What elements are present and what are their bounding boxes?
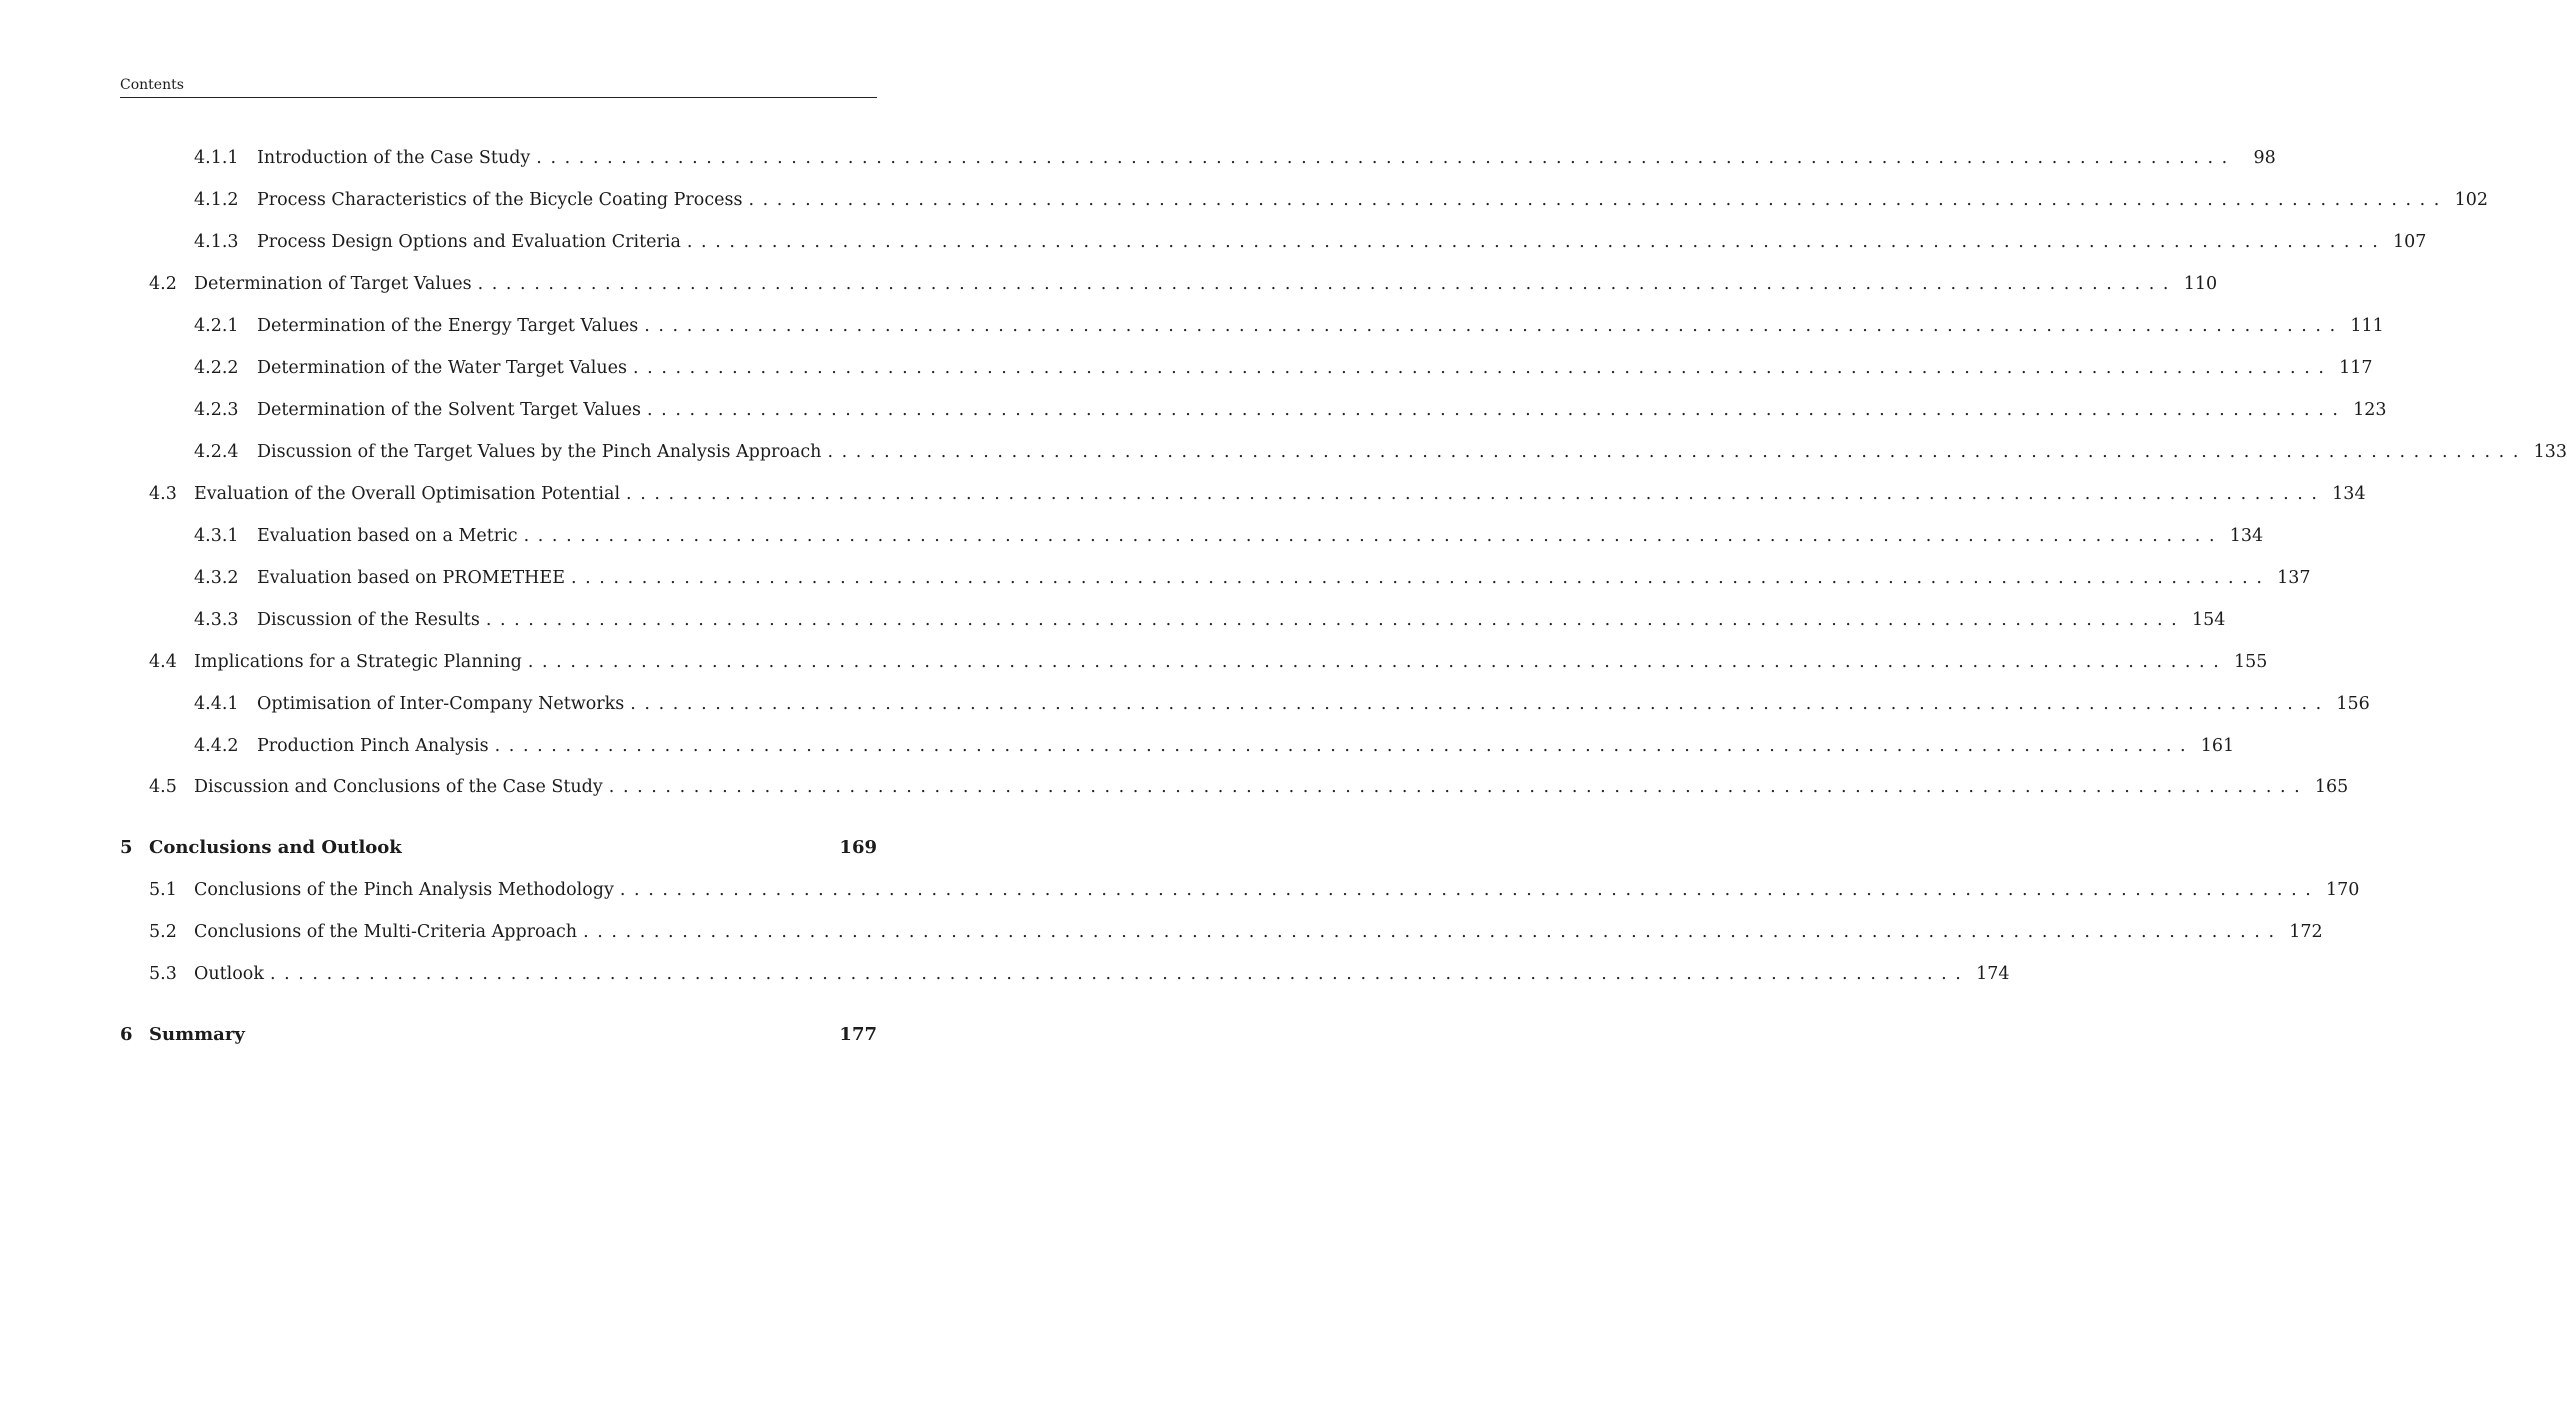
toc-entry-number: 6 [120, 1024, 133, 1045]
toc-entry-title: Discussion and Conclusions of the Case Study [194, 774, 609, 800]
toc-entry-title: Determination of the Water Target Values [257, 355, 633, 381]
toc-entry-title: Discussion of the Target Values by the Pinch Analysis Approach [257, 439, 827, 465]
dot-leader: ........................................................................................................................ [536, 148, 2236, 168]
dot-leader: ........................................................................................................................ [647, 400, 2347, 420]
toc-entry-number: 4.2.2 [194, 358, 239, 378]
toc-entry-4-1-2[interactable] [194, 187, 2488, 213]
toc-entry-number: 5.3 [149, 964, 177, 984]
toc-entry-6[interactable] [120, 1022, 877, 1048]
toc-entry-page: 133 [2533, 442, 2567, 462]
toc-entry-4-4[interactable] [149, 649, 2268, 675]
dot-leader: ........................................................................................................................ [608, 777, 2309, 797]
toc-entry-number: 4.5 [149, 777, 177, 797]
toc-entry-number: 4.2.1 [194, 316, 239, 336]
dot-leader: ........................................................................................................................ [827, 442, 2527, 462]
toc-entry-page: 177 [839, 1024, 877, 1045]
toc-entry-number: 4.2.3 [194, 400, 239, 420]
toc-entry-number: 4.2.4 [194, 442, 239, 462]
toc-entry-number: 4.1.3 [194, 232, 239, 252]
toc-entry-4-3-2[interactable] [194, 565, 2311, 591]
dot-leader: ........................................................................................................................ [570, 568, 2271, 588]
toc-entry-4-2-1[interactable] [194, 313, 2384, 339]
toc-entry-4-2-4[interactable] [194, 439, 2567, 465]
toc-entry-title: Process Characteristics of the Bicycle Coating Process [257, 187, 748, 213]
toc-entry-title: Production Pinch Analysis [257, 733, 495, 759]
toc-entry-page: 172 [2289, 922, 2323, 942]
toc-entry-number: 4.2 [149, 274, 177, 294]
toc-entry-page: 155 [2233, 652, 2268, 672]
toc-entry-4-2-3[interactable] [194, 397, 2387, 423]
toc-entry-number: 4.1.2 [194, 190, 239, 210]
dot-leader: ........................................................................................................................ [619, 880, 2320, 900]
toc-entry-5-2[interactable] [149, 919, 2323, 945]
toc-entry-title: Determination of the Solvent Target Values [257, 397, 647, 423]
dot-leader: ........................................................................................................................ [523, 526, 2224, 546]
toc-entry-title: Optimisation of Inter-Company Networks [257, 691, 630, 717]
dot-leader: ........................................................................................................................ [477, 274, 2178, 294]
dot-leader: ........................................................................................................................ [485, 610, 2186, 630]
toc-entry-title: Conclusions of the Multi-Criteria Approach [194, 919, 583, 945]
toc-entry-page: 107 [2393, 232, 2427, 252]
toc-entry-number: 4.1.1 [194, 148, 239, 168]
toc-entry-5-1[interactable] [149, 877, 2360, 903]
toc-entry-title: Process Design Options and Evaluation Criteria [257, 229, 687, 255]
toc-entry-number: 4.4 [149, 652, 177, 672]
toc-entry-number: 4.3.1 [194, 526, 239, 546]
toc-entry-5-3[interactable] [149, 961, 2010, 987]
toc-entry-number: 5.2 [149, 922, 177, 942]
toc-entry-4-5[interactable] [149, 774, 2349, 800]
toc-entry-title: Evaluation of the Overall Optimisation Potential [194, 481, 626, 507]
dot-leader: ........................................................................................................................ [633, 358, 2333, 378]
running-header [120, 76, 877, 98]
toc-entry-title: Conclusions and Outlook [149, 835, 408, 861]
toc-entry-title: Summary [149, 1022, 251, 1048]
dot-leader: ........................................................................................................................ [583, 922, 2283, 942]
toc-entry-page: 98 [2253, 148, 2276, 168]
dot-leader: ........................................................................................................................ [269, 964, 1970, 984]
toc-entry-title: Determination of the Energy Target Values [257, 313, 644, 339]
dot-leader: ........................................................................................................................ [527, 652, 2228, 672]
toc-entry-page: 154 [2191, 610, 2226, 630]
toc-entry-number: 5.1 [149, 880, 177, 900]
toc-entry-page: 169 [839, 837, 877, 858]
toc-entry-number: 4.4.1 [194, 694, 239, 714]
toc-entry-4-4-2[interactable] [194, 733, 2235, 759]
toc-entry-page: 156 [2336, 694, 2370, 714]
dot-leader: ........................................................................................................................ [644, 316, 2344, 336]
toc-entry-4-1-3[interactable] [194, 229, 2427, 255]
toc-entry-number: 4.3 [149, 484, 177, 504]
toc-entry-number: 4.3.3 [194, 610, 239, 630]
toc-entry-title: Conclusions of the Pinch Analysis Methodology [194, 877, 620, 903]
toc-entry-4-4-1[interactable] [194, 691, 2370, 717]
toc-entry-4-2[interactable] [149, 271, 2218, 297]
toc-entry-title: Discussion of the Results [257, 607, 486, 633]
toc-entry-page: 161 [2200, 736, 2235, 756]
toc-entry-page: 110 [2183, 274, 2218, 294]
dot-leader: ........................................................................................................................ [494, 736, 2195, 756]
toc-entry-page: 165 [2314, 777, 2349, 797]
toc-entry-number: 4.3.2 [194, 568, 239, 588]
toc-entry-5[interactable] [120, 835, 877, 861]
toc-entry-number: 4.4.2 [194, 736, 239, 756]
toc-entry-title: Evaluation based on a Metric [257, 523, 524, 549]
toc-entry-number: 5 [120, 837, 133, 858]
dot-leader: ........................................................................................................................ [686, 232, 2387, 252]
toc-entry-page: 123 [2353, 400, 2387, 420]
dot-leader: ........................................................................................................................ [630, 694, 2330, 714]
toc-entry-4-2-2[interactable] [194, 355, 2373, 381]
toc-entry-page: 137 [2277, 568, 2311, 588]
toc-entry-title: Determination of Target Values [194, 271, 478, 297]
toc-entry-4-3[interactable] [149, 481, 2366, 507]
toc-entry-title: Introduction of the Case Study [257, 145, 536, 171]
toc-entry-page: 111 [2350, 316, 2384, 336]
toc-entry-title: Implications for a Strategic Planning [194, 649, 528, 675]
toc-entry-page: 134 [2229, 526, 2264, 546]
toc-entry-4-1-1[interactable] [194, 145, 2276, 171]
toc-entry-title: Evaluation based on PROMETHEE [257, 565, 571, 591]
toc-entry-page: 170 [2326, 880, 2360, 900]
toc-entry-page: 174 [1976, 964, 2010, 984]
toc-entry-page: 117 [2339, 358, 2373, 378]
toc-entry-4-3-1[interactable] [194, 523, 2264, 549]
running-header-title: Contents [120, 77, 184, 93]
dot-leader: ........................................................................................................................ [626, 484, 2326, 504]
toc-entry-page: 102 [2454, 190, 2488, 210]
toc-entry-page: 134 [2332, 484, 2366, 504]
dot-leader: ........................................................................................................................ [748, 190, 2448, 210]
toc-entry-4-3-3[interactable] [194, 607, 2226, 633]
toc-entry-title: Outlook [194, 961, 270, 987]
